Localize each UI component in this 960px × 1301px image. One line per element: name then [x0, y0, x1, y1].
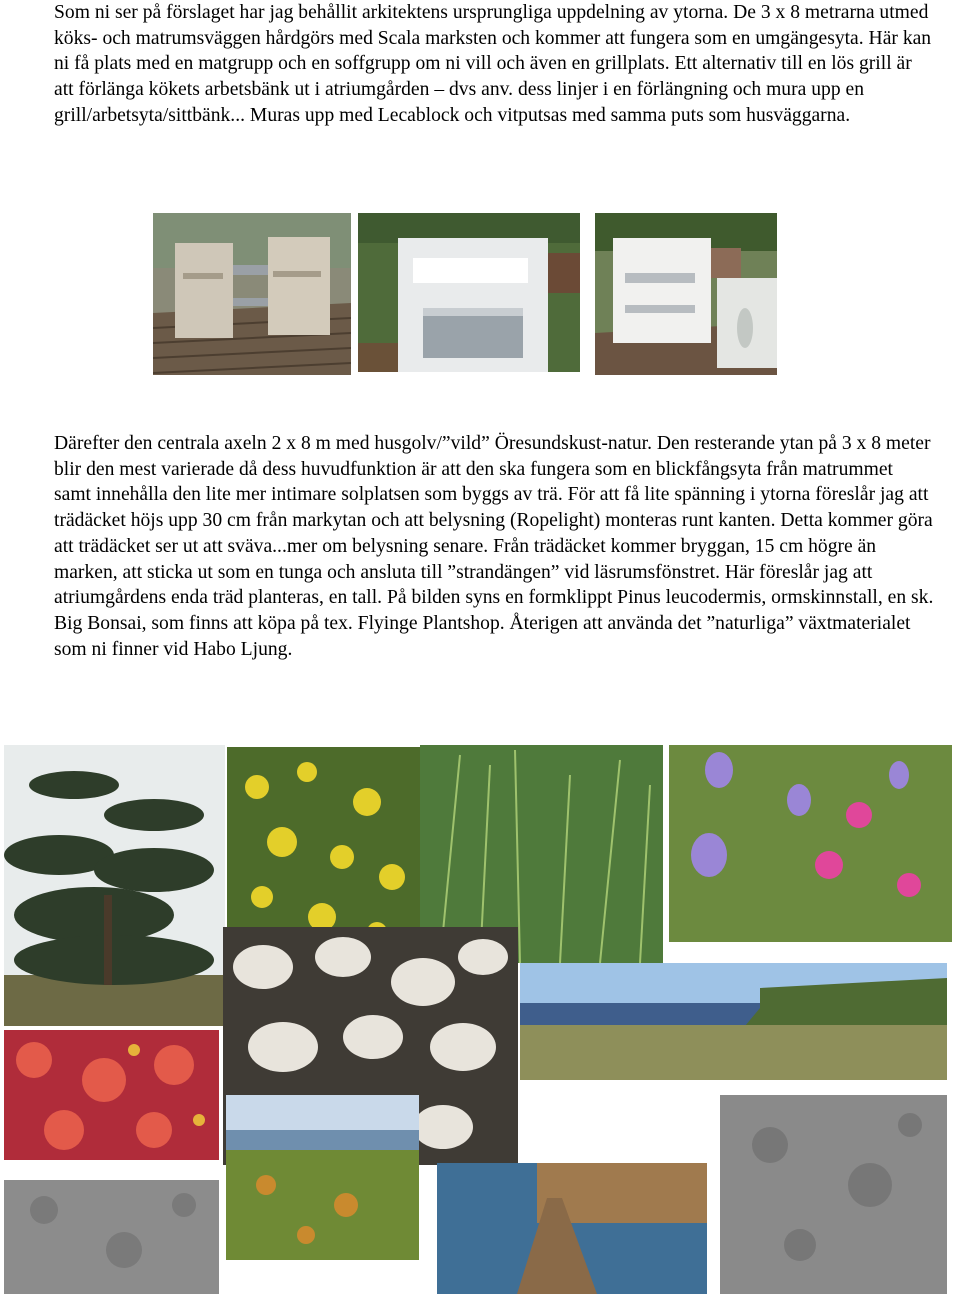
coastal-meadow-photo: [520, 963, 947, 1080]
shore-vegetation-photo: [226, 1095, 419, 1260]
stone-texture-right-photo: [720, 1095, 947, 1294]
grill-photo-white-bench: [358, 213, 580, 372]
wooden-jetty-photo: [437, 1163, 707, 1294]
pine-bonsai-photo: [4, 745, 225, 1026]
grill-photo-lecablock: [153, 213, 351, 375]
central-axis-paragraph: Därefter den centrala axeln 2 x 8 m med husgolv/”vild” Öresundskust-natur. Den resterande ytan på 3 x 8 meter blir den mest varierade då dess huvudfunktion är att den ska fungera som en blickfångsyta från matrummet samt innehålla den lite mer intimare solplatsen som byggs av trä. För att få lite spänning i ytorna föreslår jag att trädäcket höjs upp 30 cm från markytan och att belysning (Ropelight) monteras runt kanten. Detta kommer göra att trädäcket ser ut att sväva...mer om belysning senare. Från trädäcket kommer bryggan, 15 cm högre än marken, att sticka ut som en tunga och ansluta till ”strandängen” vid läsrumsfönstret. Här föreslår jag att atriumgårdens enda träd planteras, en tall. På bilden syns en formklippt Pinus leucodermis, ormskinnstall, en sk. Big Bonsai, som finns att köpa på tex. Flyinge Plantshop. Återigen att använda det ”naturliga” växtmaterialet som ni finner vid Habo Ljung.: [54, 433, 934, 660]
stone-texture-left-photo: [4, 1180, 219, 1294]
red-sedum-photo: [4, 1030, 219, 1160]
intro-paragraph: Som ni ser på förslaget har jag behållit arkitektens ursprungliga uppdelning av ytorna. De 3 x 8 metrarna utmed köks- och matrumsväggen hårdgörs med Scala marksten och kommer att fungera som en umgängesyta. Här kan ni få plats med en matgrupp och en soffgrupp om ni vill och även en grillplats. Ett alternativ till en lös grill är att förlänga kökets arbetsbänk ut i atriumgården – dvs anv. dess linjer i en förlängning och mura upp en grill/arbetsyta/sittbänk... Muras upp med Lecablock och vitputsas med samma puts som husväggarna.: [54, 2, 932, 126]
grill-photo-white-railing: [595, 213, 777, 375]
yellow-wildflowers-photo: [227, 747, 422, 952]
bellflowers-photo: [669, 745, 952, 942]
